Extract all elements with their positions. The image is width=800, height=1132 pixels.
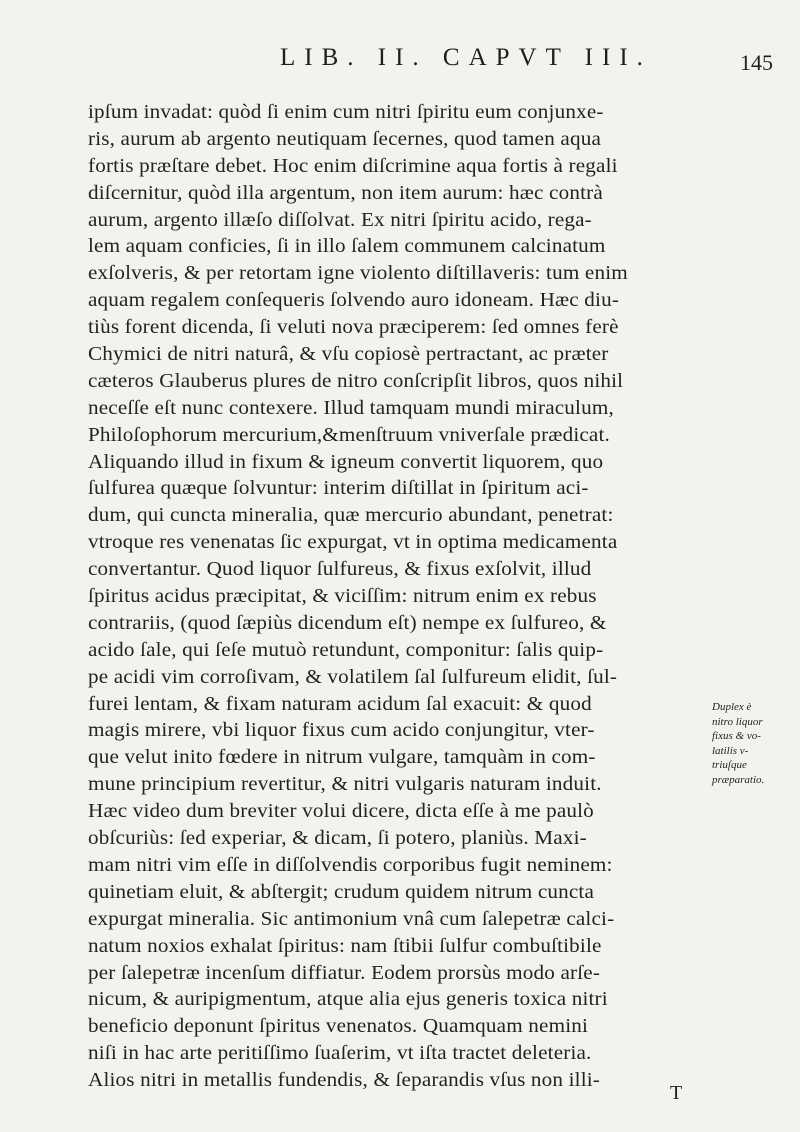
page-number: 145 [740,50,773,75]
text-line: magis mirere, vbi liquor fixus cum acido conjungitur, vter- [88,720,595,742]
text-line: lem aquam conficies, ſi in illo ſalem communem calcinatum [88,236,606,258]
margin-note-line: præparatio. [712,773,765,786]
text-line: nicum, & auripigmentum, atque alia ejus generis toxica nitri [88,989,608,1011]
text-line: aquam regalem conſequeris ſolvendo auro idoneam. Hæc diu- [88,290,620,312]
catchword: T [670,1082,683,1104]
page-header [0,44,800,84]
text-line: cæteros Glauberus plures de nitro conſcripſit libros, quos nihil [88,370,624,392]
text-line: contrariis, (quod ſæpiùs dicendum eſt) nempe ex ſulfureo, & [88,612,607,634]
text-line: fortis præſtare debet. Hoc enim diſcrimine aqua fortis à regali [88,155,618,177]
text-line: dum, qui cuncta mineralia, quæ mercurio abundant, penetrat: [88,505,614,527]
text-line: tiùs forent dicenda, ſi veluti nova præciperem: ſed omnes ferè [88,317,619,339]
text-line: quinetiam eluit, & abſtergit; crudum quidem nitrum cuncta [88,881,595,903]
margin-note-line: triuſque [712,759,747,772]
text-line: Philoſophorum mercurium,&menſtruum vniverſale prædicat. [88,424,610,446]
text-line: obſcuriùs: ſed experiar, & dicam, ſi potero, planiùs. Maxi- [88,828,587,850]
margin-note-line: latilis v- [712,744,749,757]
text-line: ris, aurum ab argento neutiquam ſecernes, quod tamen aqua [88,128,602,150]
text-line: niſi in hac arte peritiſſimo ſuaſerim, vt iſta tractet deleteria. [88,1043,592,1065]
text-line: furei lentam, & fixam naturam acidum ſal exacuit: & quod [88,693,592,715]
text-line: Hæc video dum breviter volui dicere, dicta eſſe à me paulò [88,801,594,823]
margin-note [712,700,796,788]
text-line: ſpiritus acidus præcipitat, & viciſſim: nitrum enim ex rebus [88,586,597,608]
text-line: mune principium revertitur, & nitri vulgaris naturam induit. [88,774,602,796]
text-line: natum noxios exhalat ſpiritus: nam ſtibii ſulfur combuſtibile [88,935,602,957]
text-line: ſulfurea quæque ſolvuntur: interim diſtillat in ſpiritum aci- [88,478,589,500]
margin-note-line: Duplex è [712,701,752,713]
text-line: beneficio deponunt ſpiritus venenatos. Quamquam nemini [88,1016,589,1038]
text-line: exſolveris, & per retortam igne violento diſtillaveris: tum enim [88,263,628,285]
running-head: LIB. II. CAPVT III. [280,44,652,71]
text-line: per ſalepetræ incenſum diffiatur. Eodem prorsùs modo arſe- [88,962,601,984]
text-line: expurgat mineralia. Sic antimonium vnâ cum ſalepetræ calci- [88,908,615,930]
body-text [88,100,708,1095]
text-line: neceſſe eſt nunc contexere. Illud tamquam mundi miraculum, [88,397,614,419]
text-line: que velut inito fœdere in nitrum vulgare, tamquàm in com- [88,747,596,769]
margin-note-line: fixus & vo- [712,730,761,743]
margin-note-line: nitro liquor [712,715,763,728]
text-line: convertantur. Quod liquor ſulfureus, & fixus exſolvit, illud [88,559,592,581]
text-line: ipſum invadat: quòd ſi enim cum nitri ſpiritu eum conjunxe- [88,102,604,123]
text-line: diſcernitur, quòd illa argentum, non item aurum: hæc contrà [88,182,603,204]
text-line: acido ſale, qui ſeſe mutuò retundunt, componitur: ſalis quip- [88,639,604,661]
text-line: pe acidi vim corroſivam, & volatilem ſal ſulfureum elidit, ſul- [88,666,618,688]
text-line: Aliquando illud in fixum & igneum convertit liquorem, quo [88,451,604,473]
text-line: Alios nitri in metallis fundendis, & ſeparandis vſus non illi- [88,1070,600,1092]
text-line: vtroque res venenatas ſic expurgat, vt in optima medicamenta [88,532,618,554]
text-line: Chymici de nitri naturâ, & vſu copiosè pertractant, ac præter [88,344,609,366]
text-line: mam nitri vim eſſe in diſſolvendis corporibus fugit neminem: [88,854,613,876]
text-line: aurum, argento illæſo diſſolvat. Ex nitri ſpiritu acido, rega- [88,209,592,231]
